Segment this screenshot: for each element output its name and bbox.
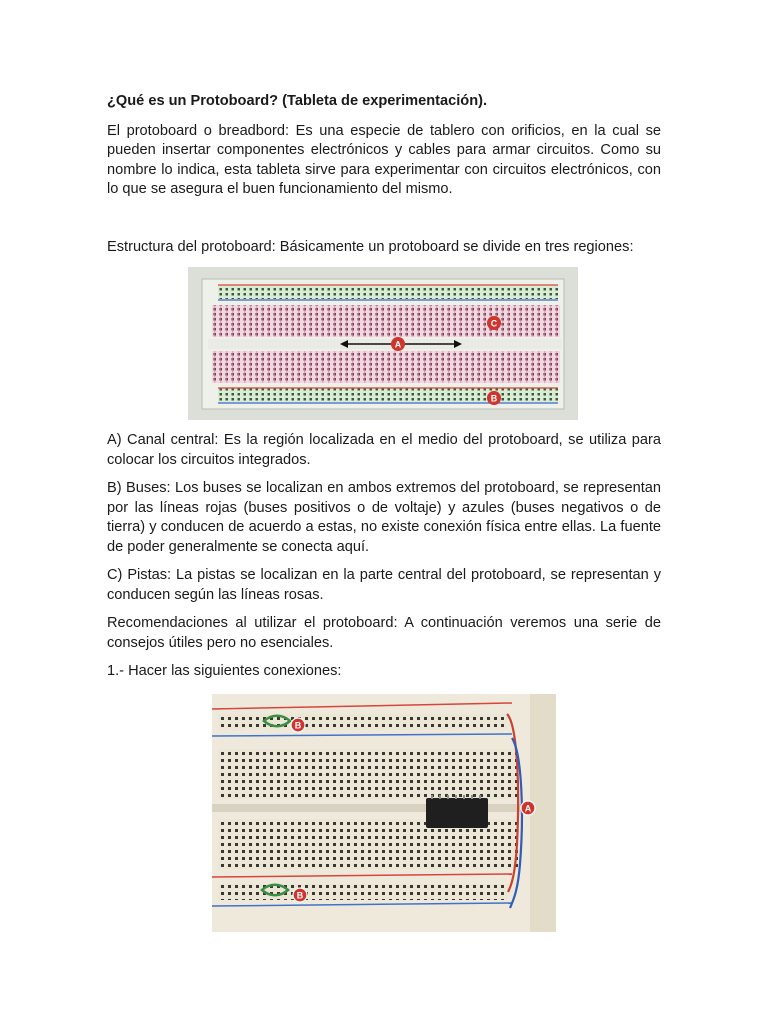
- paragraph-recomendaciones: Recomendaciones al utilizar el protoboard: A continuación veremos una serie de consejos útiles pero no esenciales.: [107, 615, 661, 651]
- protoboard-connections-figure: [212, 694, 556, 932]
- paragraph-conexiones: 1.- Hacer las siguientes conexiones:: [107, 663, 342, 679]
- ic-chip: [426, 798, 488, 828]
- paragraph-buses: B) Buses: Los buses se localizan en ambos extremos del protoboard, se representan por las líneas rojas (buses positivos o de voltaje) y azules (buses negativos o de tierra) y conducen de acuerdo a estas, no existe conexión física entre ellas. La fuente de poder generalmente se conecta aquí.: [107, 480, 661, 555]
- top-terminal-holes: [218, 749, 518, 799]
- paragraph-canal-central: A) Canal central: Es la región localizada en el medio del protoboard, se utiliza para colocar los circuitos integrados.: [107, 432, 661, 468]
- lower-tracks: [212, 351, 560, 383]
- label-a-badge: [521, 801, 535, 815]
- label-b-bottom-badge: [293, 888, 307, 902]
- svg-text:B: B: [490, 393, 498, 404]
- paragraph-estructura: Estructura del protoboard: Básicamente un protoboard se divide en tres regiones:: [107, 238, 634, 255]
- label-c-badge: [487, 316, 501, 330]
- top-bus-holes: [218, 714, 508, 730]
- central-channel: [212, 804, 556, 812]
- bottom-bus-holes: [218, 884, 508, 900]
- top-bus: [218, 285, 558, 299]
- label-b-badge: [487, 391, 501, 405]
- document-title: ¿Qué es un Protoboard? (Tableta de experimentación).: [107, 93, 488, 109]
- document-body: [107, 92, 661, 267]
- svg-text:C: C: [490, 318, 498, 329]
- protoboard-regions-figure: [188, 267, 578, 420]
- svg-text:A: A: [524, 803, 532, 814]
- svg-text:B: B: [294, 720, 302, 731]
- label-b-top-badge: [291, 718, 305, 732]
- upper-tracks: [212, 305, 560, 337]
- bottom-bus: [218, 388, 558, 402]
- document-body-continued: [107, 431, 661, 691]
- svg-text:A: A: [394, 339, 402, 350]
- label-a-badge: [391, 337, 405, 351]
- paragraph-intro: El protoboard o breadbord: Es una especie de tablero con orificios, en la cual se pueden insertar componentes electrónicos y cables para armar circuitos. Como su nombre lo indica, esta tableta sirve para experimentar con circuitos electrónicos, con lo que se asegura el buen funcionamiento del mismo.: [107, 122, 661, 197]
- paragraph-pistas: C) Pistas: La pistas se localizan en la parte central del protoboard, se representan y conducen según las líneas rosas.: [107, 567, 661, 603]
- svg-text:B: B: [296, 890, 304, 901]
